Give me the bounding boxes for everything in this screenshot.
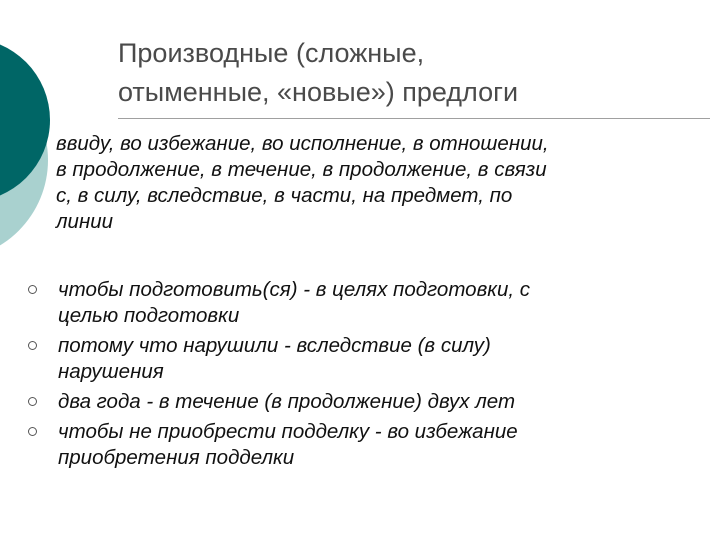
slide-title <box>118 34 698 112</box>
slide-title-line-1: Производные (сложные, <box>118 38 425 68</box>
example-list <box>28 277 718 475</box>
list-item-line: два года - в течение (в продолжение) двух лет <box>58 390 516 413</box>
list-item-line: приобретения подделки <box>58 446 295 469</box>
circle-bullet-icon <box>28 397 37 406</box>
circle-bullet-icon <box>28 341 37 350</box>
circle-bullet-icon <box>28 285 37 294</box>
list-item-line: чтобы не приобрести подделку - во избежание <box>58 420 518 443</box>
intro-line: ввиду, во избежание, во исполнение, в отношении, <box>56 132 549 155</box>
intro-line: в продолжение, в течение, в продолжение, в связи <box>56 158 547 181</box>
slide-title-line-2: отыменные, «новые») предлоги <box>118 77 519 107</box>
list-item <box>28 419 718 471</box>
list-item <box>28 389 718 415</box>
decorative-circles <box>0 0 60 300</box>
title-divider <box>118 118 710 119</box>
intro-paragraph <box>56 131 716 235</box>
list-item-line: потому что нарушили - вследствие (в силу) <box>58 334 491 357</box>
circle-bullet-icon <box>28 427 37 436</box>
list-item-line: чтобы подготовить(ся) - в целях подготовки, с <box>58 278 531 301</box>
list-item-line: нарушения <box>58 360 164 383</box>
list-item <box>28 333 718 385</box>
intro-line: линии <box>56 210 114 233</box>
intro-line: с, в силу, вследствие, в части, на предмет, по <box>56 184 513 207</box>
list-item <box>28 277 718 329</box>
list-item-line: целью подготовки <box>58 304 240 327</box>
